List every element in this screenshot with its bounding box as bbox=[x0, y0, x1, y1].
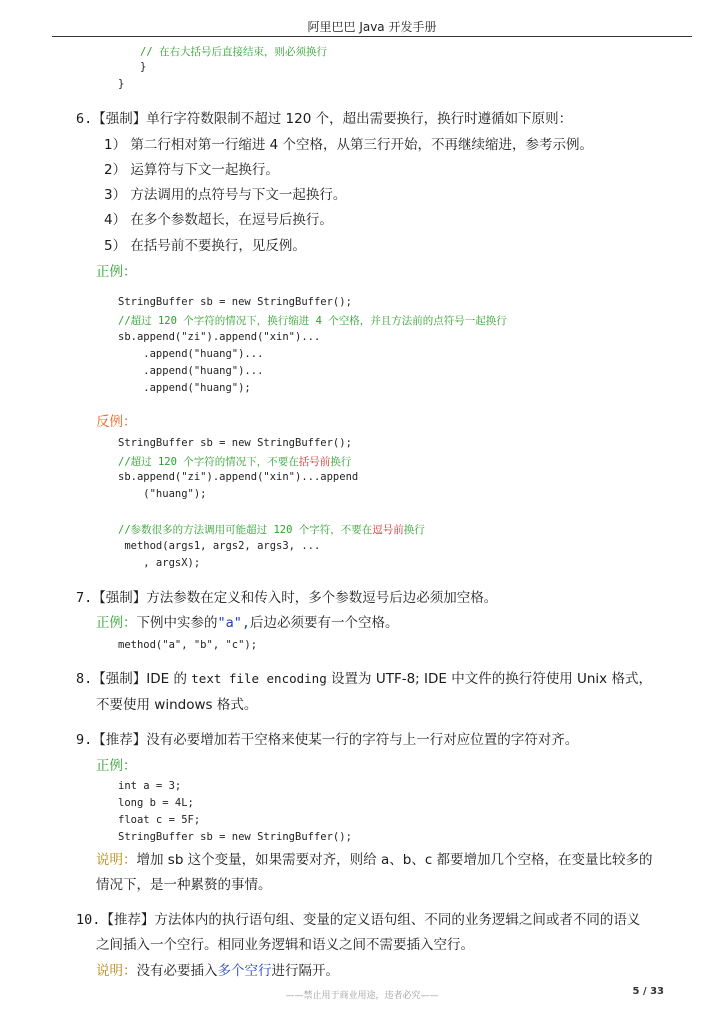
rule-text: 单行字符数限制不超过 120 个，超出需要换行，换行时遵循如下原则： bbox=[146, 111, 573, 127]
sub-item-number: 1） bbox=[104, 137, 127, 153]
rule-tag: 【推荐】 bbox=[92, 732, 147, 748]
rule-number: 6. bbox=[76, 111, 93, 127]
note-text-continued: 情况下，是一种累赘的事情。 bbox=[96, 877, 272, 893]
sub-item-text: 第二行相对第一行缩进 4 个空格，从第三行开始，不再继续缩进，参考示例。 bbox=[130, 137, 594, 153]
code-line: float c = 5F; bbox=[118, 814, 201, 826]
code-comment-line bbox=[118, 522, 425, 537]
rule-number: 7. bbox=[76, 590, 93, 606]
sub-item bbox=[104, 237, 306, 255]
code-line: sb.append("zi").append("xin")... bbox=[118, 331, 321, 343]
rule-text: 方法体内的执行语句组、变量的定义语句组、不同的业务逻辑之间或者不同的语义 bbox=[154, 912, 641, 928]
code-line: StringBuffer sb = new StringBuffer(); bbox=[118, 296, 352, 308]
code-line: int a = 3; bbox=[118, 780, 182, 792]
code-line: method(args1, args2, args3, ... bbox=[118, 540, 321, 552]
note-label: 说明： bbox=[96, 963, 137, 979]
code-line: StringBuffer sb = new StringBuffer(); bbox=[118, 831, 352, 843]
code-line: .append("huang"); bbox=[118, 382, 251, 394]
note-label: 说明： bbox=[96, 852, 137, 868]
note-line bbox=[96, 962, 339, 980]
code-brace: } bbox=[140, 61, 147, 73]
example-text: 下例中实参的 bbox=[136, 615, 218, 631]
sub-item bbox=[104, 211, 333, 229]
sub-item-text: 运算符与下文一起换行。 bbox=[130, 162, 279, 178]
sub-item-text: 方法调用的点符号与下文一起换行。 bbox=[130, 187, 347, 203]
positive-example-label: 正例： bbox=[96, 758, 137, 774]
code-line: StringBuffer sb = new StringBuffer(); bbox=[118, 437, 352, 449]
rule-tag: 【推荐】 bbox=[100, 912, 155, 928]
rule-text: 没有必要增加若干空格来使某一行的字符与上一行对应位置的字符对齐。 bbox=[146, 732, 579, 748]
example-highlight: "a", bbox=[217, 615, 251, 631]
note-text: 增加 sb 这个变量，如果需要对齐，则给 a、b、c 都要增加几个空格，在变量比较多的 bbox=[136, 852, 653, 868]
code-comment-line: //超过 120 个字符的情况下，换行缩进 4 个空格，并且方法前的点符号一起换行 bbox=[118, 315, 507, 327]
rule-7-heading bbox=[76, 589, 497, 607]
example-text: 后边必须要有一个空格。 bbox=[250, 615, 399, 631]
code-line: long b = 4L; bbox=[118, 797, 194, 809]
note-highlight: 多个空行 bbox=[217, 963, 272, 979]
note-line bbox=[96, 851, 653, 869]
rule-text-continued: 不要使用 windows 格式。 bbox=[96, 697, 258, 713]
code-line: sb.append("zi").append("xin")...append bbox=[118, 471, 359, 483]
comment-text: 换行 bbox=[403, 524, 425, 536]
rule-tag: 【强制】 bbox=[92, 671, 147, 687]
sub-item-number: 5） bbox=[104, 238, 127, 254]
rule-tag: 【强制】 bbox=[92, 590, 147, 606]
code-line: , argsX); bbox=[118, 557, 201, 569]
rule-number: 8. bbox=[76, 671, 93, 687]
note-text: 进行隔开。 bbox=[271, 963, 339, 979]
rule-6-heading bbox=[76, 110, 572, 128]
rule-number: 9. bbox=[76, 732, 93, 748]
comment-highlight: 括号前 bbox=[298, 456, 331, 468]
rule-10-heading bbox=[76, 911, 640, 929]
rule-code-text: text file encoding bbox=[191, 671, 327, 686]
sub-item-number: 3） bbox=[104, 187, 127, 203]
sub-item-number: 2） bbox=[104, 162, 127, 178]
positive-example-label: 正例： bbox=[96, 615, 137, 631]
comment-text: //超过 120 个字符的情况下，不要在 bbox=[118, 456, 299, 468]
code-line: .append("huang")... bbox=[118, 348, 264, 360]
sub-item-number: 4） bbox=[104, 212, 127, 228]
code-comment-line: // 在右大括号后直接结束，则必须换行 bbox=[140, 46, 327, 58]
rule-8-heading bbox=[76, 670, 652, 688]
sub-item bbox=[104, 136, 593, 154]
comment-highlight: 逗号前 bbox=[372, 524, 404, 536]
code-line: .append("huang")... bbox=[118, 365, 264, 377]
page-header-title: 阿里巴巴 Java 开发手册 bbox=[307, 20, 437, 34]
note-text: 没有必要插入 bbox=[136, 963, 218, 979]
sub-item bbox=[104, 161, 279, 179]
comment-text: //参数很多的方法调用可能超过 120 个字符，不要在 bbox=[118, 524, 373, 536]
code-line: method("a", "b", "c"); bbox=[118, 639, 258, 651]
rule-9-heading bbox=[76, 731, 578, 749]
sub-item-text: 在多个参数超长，在逗号后换行。 bbox=[130, 212, 333, 228]
sub-item-text: 在括号前不要换行，见反例。 bbox=[130, 238, 306, 254]
rule-text: 方法参数在定义和传入时，多个参数逗号后边必须加空格。 bbox=[146, 590, 498, 606]
negative-example-label: 反例： bbox=[96, 414, 137, 430]
footer-notice: ——禁止用于商业用途，违者必究—— bbox=[285, 991, 439, 1001]
rule-text: 设置为 UTF-8; IDE 中文件的换行符使用 Unix 格式， bbox=[326, 671, 652, 687]
code-line: ("huang"); bbox=[118, 488, 207, 500]
rule-tag: 【强制】 bbox=[92, 111, 147, 127]
rule-number: 10. bbox=[76, 912, 101, 928]
code-comment-line bbox=[118, 454, 351, 469]
page-number: 5 / 33 bbox=[632, 986, 664, 997]
sub-item bbox=[104, 186, 346, 204]
code-brace: } bbox=[118, 78, 125, 90]
positive-example-label: 正例： bbox=[96, 264, 137, 280]
comment-text: 换行 bbox=[330, 456, 352, 468]
rule-text: IDE 的 bbox=[146, 671, 192, 687]
positive-example-line bbox=[96, 614, 399, 632]
header-divider bbox=[52, 36, 692, 37]
rule-text-continued: 之间插入一个空行。相同业务逻辑和语义之间不需要插入空行。 bbox=[96, 937, 474, 953]
